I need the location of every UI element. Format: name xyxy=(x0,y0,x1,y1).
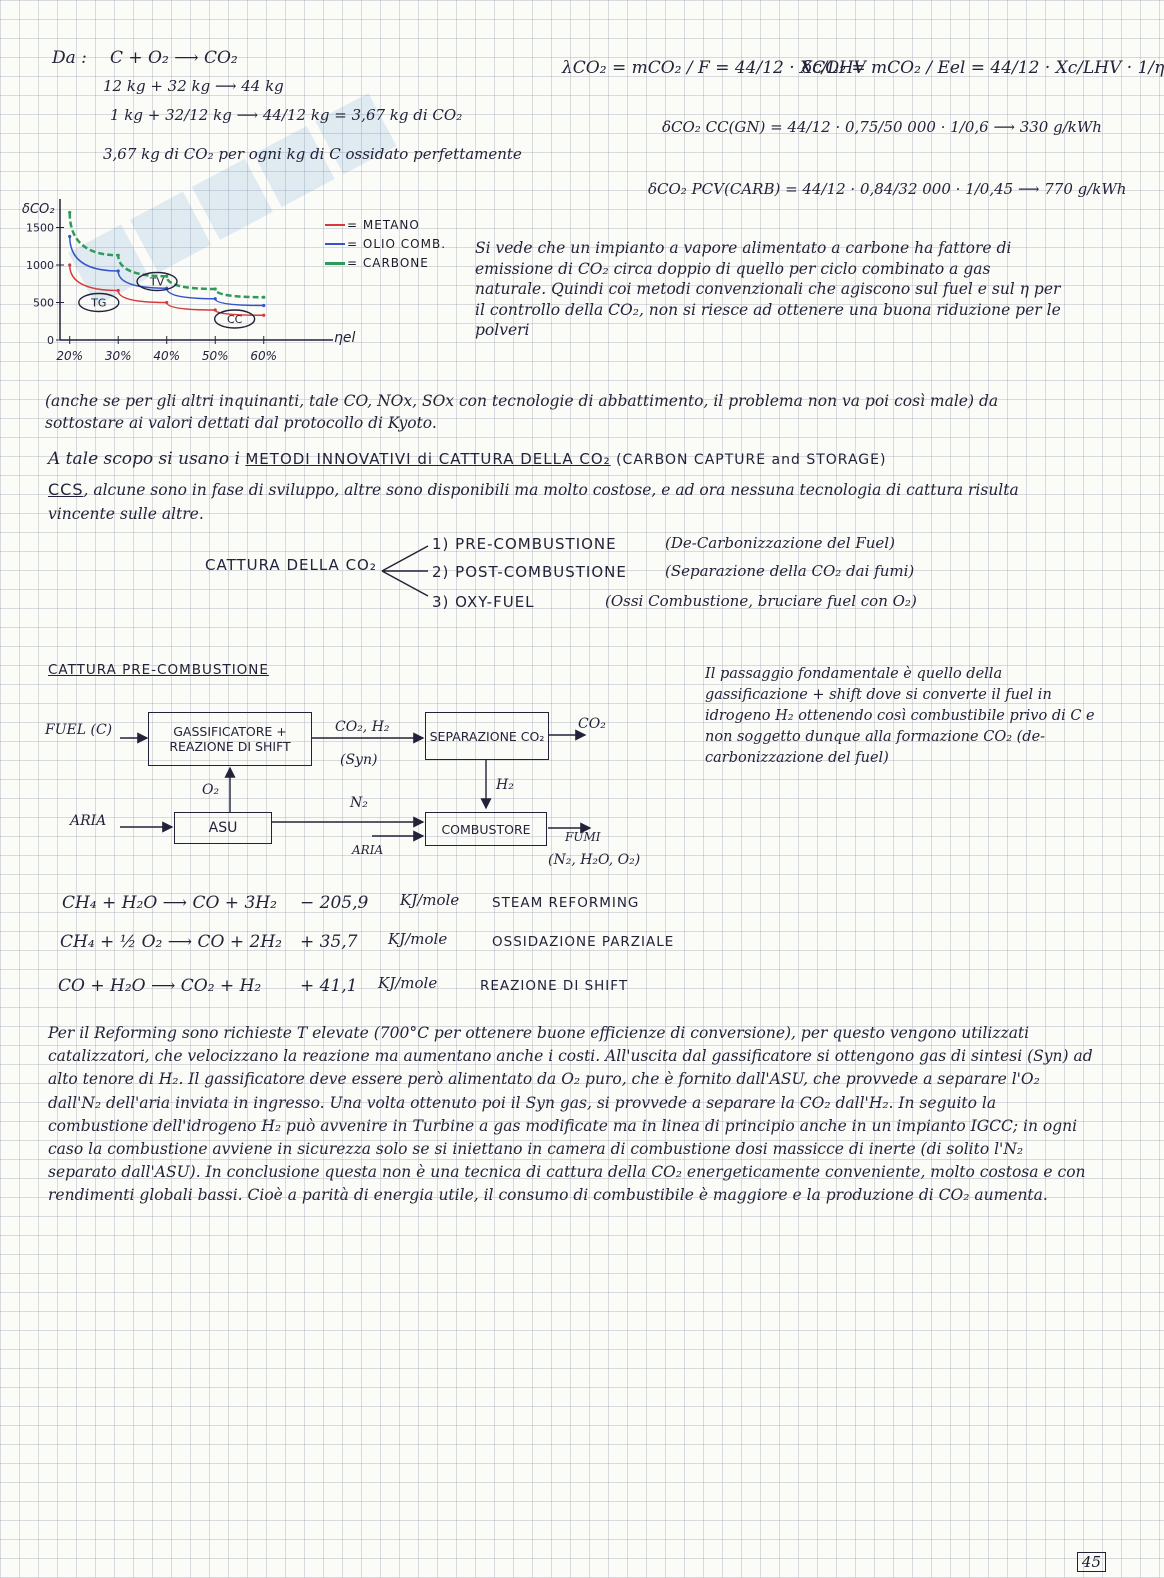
p3-post: (CARBON CAPTURE and STORAGE) xyxy=(616,452,887,468)
x-tick-label: 50% xyxy=(201,349,229,363)
method-2: 2) POST-COMBUSTIONE xyxy=(432,563,627,581)
x-tick-label: 20% xyxy=(56,349,84,363)
x-tick-label: 60% xyxy=(250,349,278,363)
page-number: 45 xyxy=(1077,1552,1106,1572)
syn-label: (Syn) xyxy=(340,752,378,768)
co2-h2-label: CO₂, H₂ xyxy=(335,719,390,735)
x-tick-label: 40% xyxy=(153,349,181,363)
x-axis-label: ηel xyxy=(334,330,356,346)
y-tick-label: 500 xyxy=(33,296,54,310)
y-tick-label: 1000 xyxy=(26,259,54,272)
p3-pre: A tale scopo si usano i xyxy=(48,449,240,469)
cattura-label: CATTURA DELLA CO₂ xyxy=(205,556,377,574)
reaction-4: 3,67 kg di CO₂ per ogni kg di C ossidato perfettamente xyxy=(103,145,522,163)
reaction-name: STEAM REFORMING xyxy=(492,895,640,911)
reaction-eq: CH₄ + ½ O₂ ⟶ CO + 2H₂ xyxy=(60,932,282,952)
reaction-name: OSSIDAZIONE PARZIALE xyxy=(492,934,675,950)
h2-label: H₂ xyxy=(496,777,514,793)
combustore-box: COMBUSTORE xyxy=(425,812,547,846)
fumi-composition-label: (N₂, H₂O, O₂) xyxy=(548,852,641,868)
method-3-note: (Ossi Combustione, bruciare fuel con O₂) xyxy=(605,592,917,610)
p3-underlined: METODI INNOVATIVI di CATTURA DELLA CO₂ xyxy=(245,450,611,468)
co2-output-label: CO₂ xyxy=(578,716,606,732)
o2-label: O₂ xyxy=(202,782,220,798)
reaction-eq: CO + H₂O ⟶ CO₂ + H₂ xyxy=(58,976,262,996)
method-1-note: (De-Carbonizzazione del Fuel) xyxy=(665,534,895,552)
section-title: CATTURA PRE-COMBUSTIONE xyxy=(48,662,269,678)
fuel-input-label: FUEL (C) xyxy=(45,722,113,738)
da-label: Da : xyxy=(52,48,87,68)
reaction-unit: KJ/mole xyxy=(400,891,460,909)
fumi-label: FUMI xyxy=(565,830,601,844)
lambda-formula: λCO₂ = mCO₂ / F = 44/12 · Xc/LHV xyxy=(562,58,866,78)
reaction-1: C + O₂ ⟶ CO₂ xyxy=(110,48,238,68)
side-note: Il passaggio fondamentale è quello della gassificazione + shift dove si converte il fuel in idrogeno H₂ ottenendo così combustibile privo di C e non soggetto dunque alla formazione CO₂ (de-carbonizzazione del fuel) xyxy=(705,666,1095,766)
n2-label: N₂ xyxy=(350,795,368,811)
y-axis-label: δCO₂ xyxy=(22,202,55,217)
delta-pcv-formula: δCO₂ PCV(CARB) = 44/12 · 0,84/32 000 · 1/0,45 ⟶ 770 g/kWh xyxy=(648,180,1127,198)
gassificatore-box: GASSIFICATORE + REAZIONE DI SHIFT xyxy=(148,712,312,766)
reaction-energy: − 205,9 xyxy=(300,893,369,913)
reaction-3: 1 kg + 32/12 kg ⟶ 44/12 kg = 3,67 kg di CO₂ xyxy=(110,106,463,124)
method-1: 1) PRE-COMBUSTIONE xyxy=(432,535,617,553)
delta-cc-formula: δCO₂ CC(GN) = 44/12 · 0,75/50 000 · 1/0,6 ⟶ 330 g/kWh xyxy=(662,118,1102,136)
annotation-label: TV xyxy=(149,275,165,289)
reaction-2: 12 kg + 32 kg ⟶ 44 kg xyxy=(103,77,284,95)
aria-input-label: ARIA xyxy=(70,813,107,829)
reaction-unit: KJ/mole xyxy=(378,974,438,992)
y-tick-label: 1500 xyxy=(26,221,54,235)
aria-2-label: ARIA xyxy=(352,843,384,857)
legend-label: = METANO xyxy=(347,218,420,232)
annotation-label: CC xyxy=(226,313,243,326)
asu-box: ASU xyxy=(174,812,272,844)
reaction-name: REAZIONE DI SHIFT xyxy=(480,978,629,994)
delta-formula: δCO₂ = mCO₂ / Eel = 44/12 · Xc/LHV · 1/η xyxy=(802,58,1164,78)
paragraph-5: Per il Reforming sono richieste T elevate (700°C per ottenere buone efficienze di conversione), per questo vengono utilizzati catalizzatori, che velocizzano la reazione ma aumentano anche i costi. All'uscita dal gassificatore si ottengono gas di sintesi (Syn) ad alto tenore di H₂. Il gassificatore deve essere però alimentato da O₂ puro, che è fornito dall'ASU, che provvede a separare l'O₂ dall'N₂ dell'aria inviata in ingresso. Una volta ottenuto poi il Syn gas, si provvede a separare la CO₂ dall'H₂. In seguito la combustione dell'idrogeno H₂ può avvenire in Turbine a gas modificate ma in linea di principio anche in un impianto IGCC; in ogni caso la combustione avviene in sicurezza solo se si iniettano in camera di combustione dosi massicce di inerte (di solito l'N₂ separato dall'ASU). In conclusione questa non è una tecnica di cattura della CO₂ energeticamente conveniente, molto costosa e con rendimenti globali bassi. Cioè a parità di energia utile, il consumo di combustibile è maggiore e la produzione di CO₂ aumenta. xyxy=(48,1024,1093,1205)
separazione-box: SEPARAZIONE CO₂ xyxy=(425,712,549,760)
legend-label: = OLIO COMB. xyxy=(347,237,447,251)
p4-text: , alcune sono in fase di sviluppo, altre sono disponibili ma molto costose, e ad ora nessuna tecnologia di cattura risulta vincente sulle altre. xyxy=(48,481,1019,523)
annotation-label: TG xyxy=(91,296,107,310)
method-3: 3) OXY-FUEL xyxy=(432,593,535,611)
reaction-unit: KJ/mole xyxy=(388,930,448,948)
paragraph-1: Si vede che un impianto a vapore alimentato a carbone ha fattore di emissione di CO₂ circa doppio di quello per ciclo combinato a gas naturale. Quindi coi metodi convenzionali che agiscono sul fuel e sul η per il controllo della CO₂, non si riesce ad ottenere una buona riduzione per le polveri xyxy=(475,239,1061,339)
method-2-note: (Separazione della CO₂ dai fumi) xyxy=(665,562,915,580)
ccs-label: CCS xyxy=(48,480,84,499)
paragraph-2: (anche se per gli altri inquinanti, tale CO, NOx, SOx con tecnologie di abbattimento, il problema non va poi così male) da sottostare ai valori dettati dal protocollo di Kyoto. xyxy=(45,392,999,432)
legend-label: = CARBONE xyxy=(347,256,429,270)
reaction-eq: CH₄ + H₂O ⟶ CO + 3H₂ xyxy=(62,893,277,913)
reaction-energy: + 41,1 xyxy=(300,976,358,996)
x-tick-label: 30% xyxy=(104,349,132,363)
y-tick-label: 0 xyxy=(47,334,54,347)
reaction-energy: + 35,7 xyxy=(300,932,358,952)
